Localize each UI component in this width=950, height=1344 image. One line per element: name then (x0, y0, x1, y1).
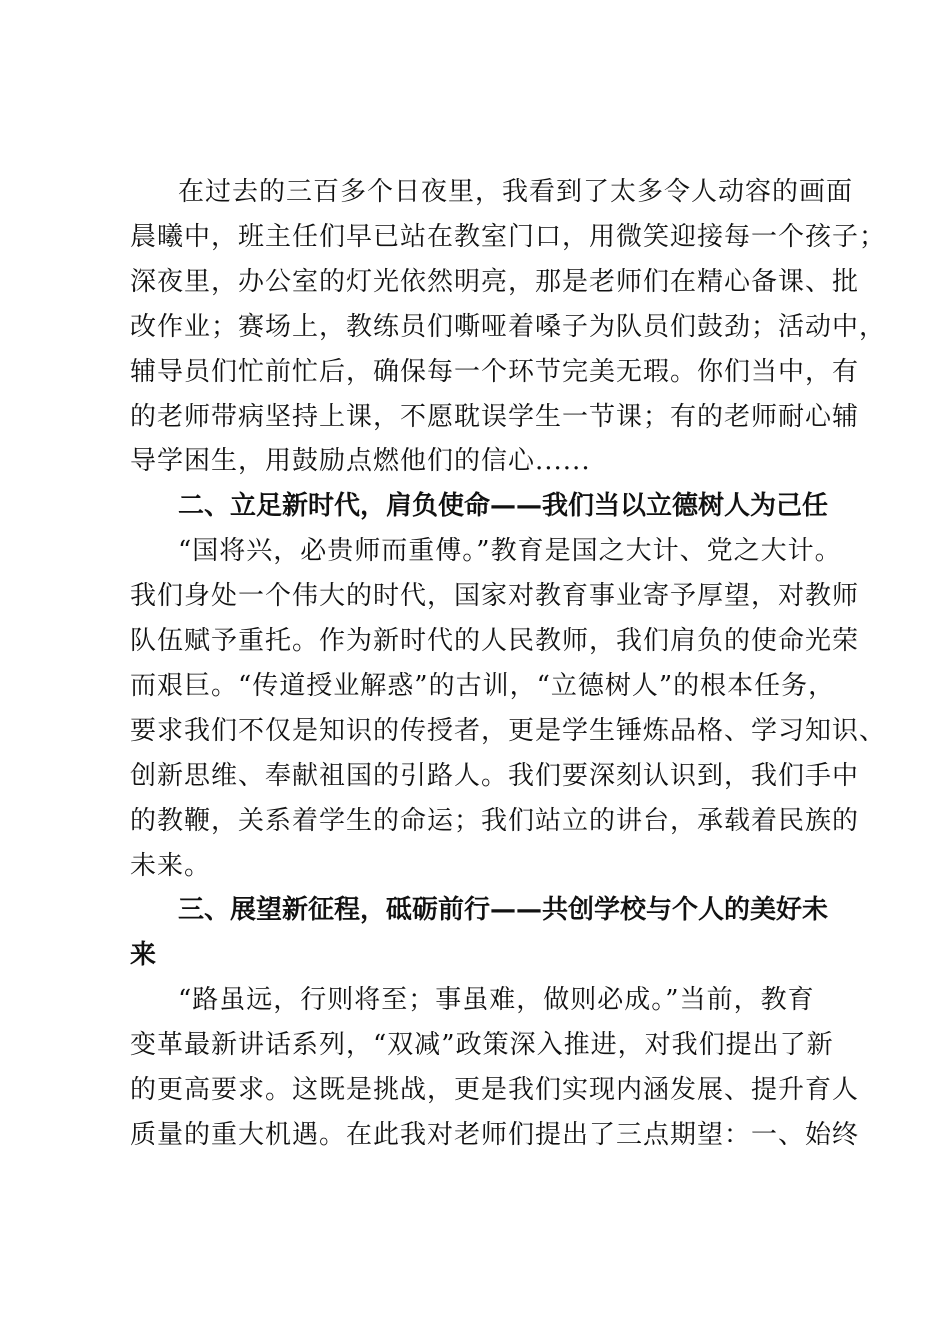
body-text-line: 变革最新讲话系列，“双减”政策深入推进，对我们提出了新 (130, 1030, 834, 1061)
body-text-line: 导学困生，用鼓励点燃他们的信心...... (130, 446, 591, 477)
body-text-line: 要求我们不仅是知识的传授者，更是学生锤炼品格、学习知识、 (130, 715, 887, 746)
body-text-line: 深夜里，办公室的灯光依然明亮，那是老师们在精心备课、批 (130, 266, 860, 297)
section-heading-line: 来 (130, 940, 157, 971)
body-text-line: 我们身处一个伟大的时代，国家对教育事业寄予厚望，对教师 (130, 581, 860, 612)
body-text-line: 在过去的三百多个日夜里，我看到了太多令人动容的画面 (178, 177, 854, 207)
section-heading-line: 二、立足新时代，肩负使命——我们当以立德树人为己任 (178, 491, 829, 522)
body-text-line: 队伍赋予重托。作为新时代的人民教师，我们肩负的使命光荣 (130, 626, 860, 656)
body-text-line: 的教鞭，关系着学生的命运；我们站立的讲台，承载着民族的 (130, 805, 860, 836)
body-text-line: 辅导员们忙前忙后，确保每一个环节完美无瑕。你们当中，有 (130, 356, 860, 387)
body-text-line: “国将兴，必贵师而重傅。”教育是国之大计、党之大计。 (178, 536, 842, 567)
body-text-line: 晨曦中，班主任们早已站在教室门口，用微笑迎接每一个孩子； (130, 221, 887, 252)
body-text-line: 创新思维、奉献祖国的引路人。我们要深刻认识到，我们手中 (130, 760, 860, 791)
body-text-line: “路虽远，行则将至；事虽难，做则必成。”当前，教育 (178, 985, 815, 1016)
section-heading-line: 三、展望新征程，砥砺前行——共创学校与个人的美好未 (178, 895, 829, 926)
body-text-line: 的更高要求。这既是挑战，更是我们实现内涵发展、提升育人 (130, 1075, 860, 1105)
body-text-line: 质量的重大机遇。在此我对老师们提出了三点期望：一、始终 (130, 1119, 860, 1150)
body-text-line: 而艰巨。“传道授业解惑”的古训，“立德树人”的根本任务， (130, 670, 836, 701)
body-text-line: 的老师带病坚持上课，不愿耽误学生一节课；有的老师耐心辅 (130, 401, 860, 432)
body-text-line: 改作业；赛场上，教练员们嘶哑着嗓子为队员们鼓劲；活动中， (130, 311, 887, 342)
body-text-line: 未来。 (130, 850, 212, 881)
